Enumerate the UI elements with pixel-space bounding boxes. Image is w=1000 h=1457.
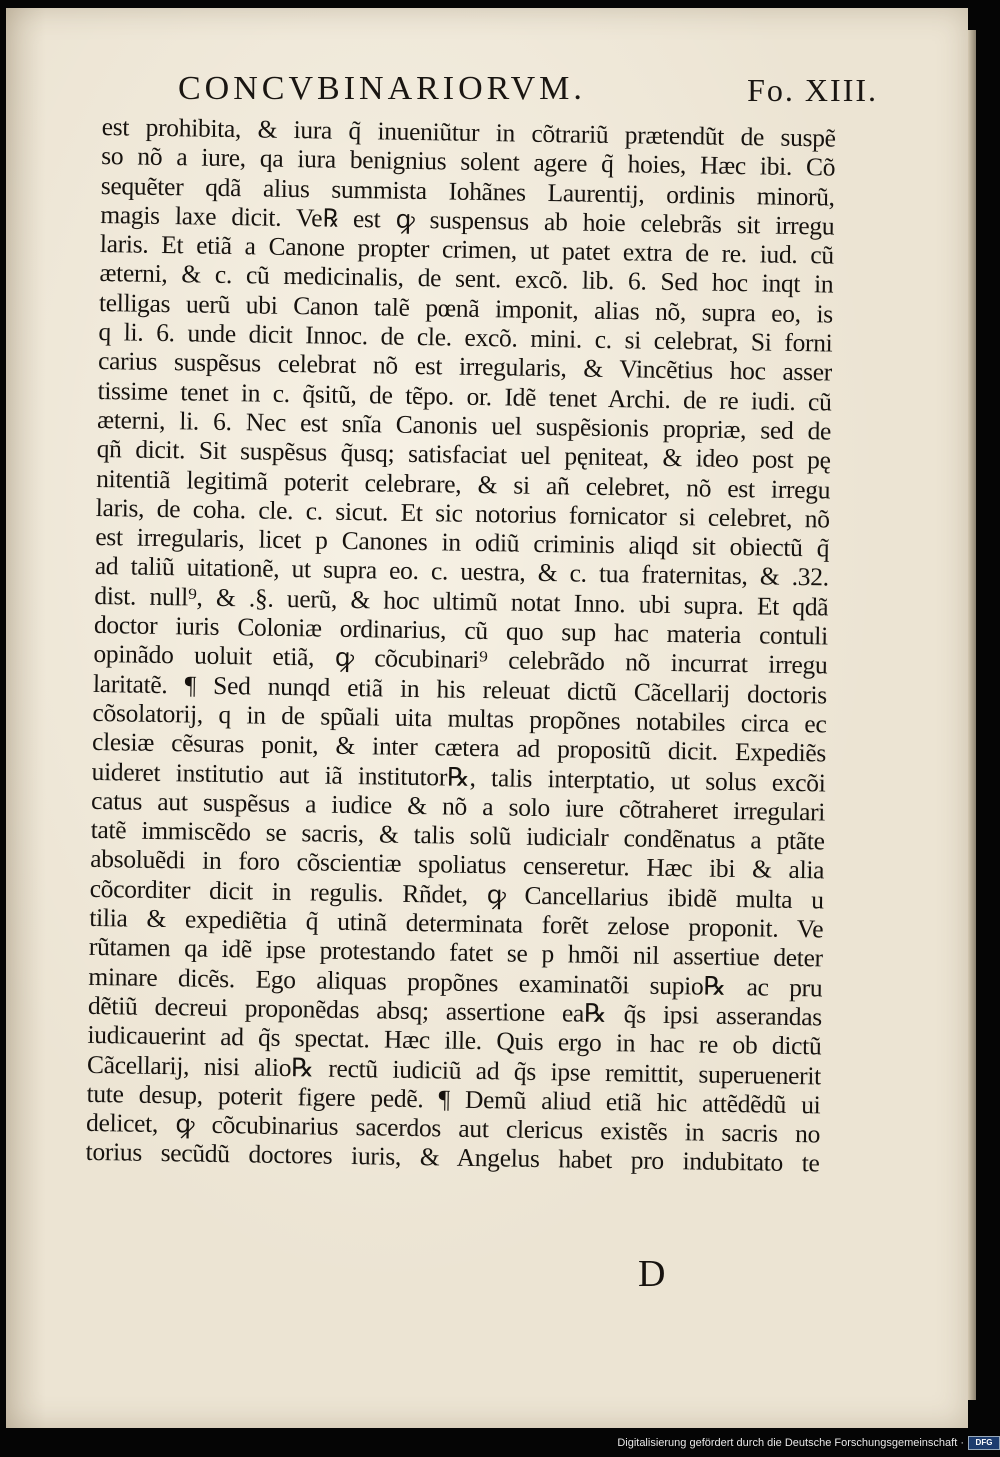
text-line: so nõ a iure, qa iura benignius solent agere q̃ hoies, Hæc ibi. Cõ — [101, 141, 836, 182]
text-line: æterni, & c. cũ medicinalis, de sent. excõ. lib. 6. Sed hoc inqt in — [99, 258, 834, 299]
text-line: absoluẽdi in foro cõscientiæ spoliatus censeretur. Hæc ibi & alia — [90, 844, 825, 885]
credit-text: Digitalisierung gefördert durch die Deutsche Forschungsgemeinschaft · — [617, 1437, 964, 1449]
text-line: nitentiã legitimã poterit celebrare, & si añ celebret, nõ est irregu — [96, 463, 831, 505]
running-title: CONCVBINARIORVM. — [178, 70, 586, 107]
text-line: Cãcellarij, nisi alio℞ rectũ iudiciũ ad q̃s ipse remittit, superuenerit — [86, 1049, 822, 1090]
text-line: telligas uerũ ubi Canon talẽ pœnã imponit, alias nõ, supra eo, is — [98, 287, 834, 329]
body-text — [85, 112, 835, 1178]
page-edge — [968, 30, 976, 1400]
text-line: minare dicẽs. Ego aliquas propõnes examinatõi supio℞ ac pru — [88, 961, 823, 1003]
text-line: rũtamen qa idẽ ipse protestando fatet se p hmõi nil assertiue deter — [88, 932, 824, 973]
text-line: carius suspẽsus celebrat nõ est irregularis, & Vincẽtius hoc asser — [97, 346, 833, 387]
text-line: tatẽ immiscẽdo se sacris, & talis solũ iudicialr condẽnatus a ptãte — [90, 815, 825, 856]
text-line: qñ dicit. Sit suspẽsus q̃usq; satisfaciat uel pęniteat, & ideo post pę — [96, 434, 831, 475]
text-line: laris. Et etiã a Canone propter crimen, ut patet extra de re. iud. cũ — [99, 229, 835, 270]
text-line: sequẽter qdã alius summista Iohãnes Laurentij, ordinis minorũ, — [100, 170, 835, 212]
text-line: laritatẽ. ¶ Sed nunqd etiã in his releuat dictũ Cãcellarij doctoris — [92, 668, 828, 710]
text-line: est irregularis, licet p Canones in odiũ criminis aliqd sit obiectũ q̃ — [95, 522, 830, 563]
text-line: dist. null⁹, & .§. uerũ, & hoc ultimũ notat Inno. ubi supra. Et qdã — [94, 580, 829, 622]
text-line: tissime tenet in c. q̃sitũ, de tẽpo. or. Idẽ tenet Archi. de re iudi. cũ — [97, 375, 832, 417]
text-line: dẽtiũ decreui proponẽdas absq; assertione ea℞ q̃s ipsi asserandas — [87, 990, 823, 1032]
digitization-credit — [617, 1433, 1000, 1453]
text-line: cõcorditer dicit in regulis. Rñdet, ꝙ Cancellarius ibidẽ multa u — [89, 873, 824, 915]
signature-mark: D — [638, 1253, 666, 1295]
text-line: cõsolatorij, q in de spũali uita multas propõnes notabiles circa ec — [92, 697, 827, 739]
dfg-logo-icon: DFG — [968, 1436, 1000, 1450]
text-line: torius secũdũ doctores iuris, & Angelus habet pro indubitato te — [85, 1137, 820, 1178]
folio-number: Fo. XIII. — [747, 72, 878, 108]
text-line: doctor iuris Coloniæ ordinarius, cũ quo sup hac materia contuli — [93, 609, 829, 651]
text-line: opinãdo uoluit etiã, ꝙ cõcubinari⁹ celebrãdo nõ incurrat irregu — [93, 639, 828, 680]
text-line: catus aut suspẽsus a iudice & nõ a solo iure cõtraheret irregulari — [90, 785, 826, 827]
text-line: iudicauerint ad q̃s spectat. Hæc ille. Quis ergo in hac re ob dictũ — [87, 1020, 822, 1061]
book-page — [6, 8, 968, 1428]
text-line: æterni, li. 6. Nec est snĩa Canonis uel suspẽsionis propriæ, sed de — [96, 404, 832, 446]
text-line: ad taliũ uitationẽ, ut supra eo. c. uestra, & c. tua fraternitas, & .32. — [94, 551, 830, 592]
text-line: laris, de coha. cle. c. sicut. Et sic notorius fornicator si celebret, nõ — [95, 492, 830, 534]
text-line: q li. 6. unde dicit Innoc. de cle. excõ. mini. c. si celebrat, Si forni — [98, 317, 833, 358]
text-line: magis laxe dicit. Ve℞ est ꝙ suspensus ab hoie celebrãs sit irregu — [100, 199, 835, 241]
text-line: est prohibita, & iura q̃ inueniũtur in cõtrariũ prætendũt de suspẽ — [101, 112, 836, 153]
text-line: uideret institutio aut iã institutor℞, talis interptatio, ut solus excõi — [91, 756, 826, 797]
text-line: clesiæ cẽsuras ponit, & inter cætera ad propositũ dicit. Expediẽs — [91, 727, 827, 768]
text-line: delicet, ꝙ cõcubinarius sacerdos aut clericus existẽs in sacris no — [85, 1107, 821, 1149]
text-line: tilia & expediẽtia q̃ utinã determinata forẽt zelose proponit. Ve — [89, 902, 824, 944]
page-header — [178, 70, 878, 110]
text-line: tute desup, poterit figere pedẽ. ¶ Demũ aliud etiã hic attẽdẽdũ ui — [86, 1078, 821, 1120]
